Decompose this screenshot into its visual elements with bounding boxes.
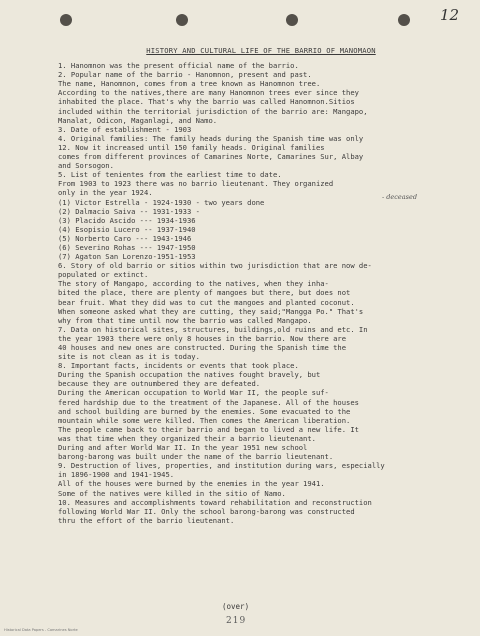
text-line: (7) Agaton San Lorenzo-1951-1953 <box>58 252 196 262</box>
text-line: and Sorsogon. <box>58 161 114 171</box>
text-line: (4) Esopisio Lucero -- 1937-1940 <box>58 224 196 234</box>
text-line: following World War II. Only the school barong-barong was constructed <box>58 506 355 516</box>
text-line: (5) Norberto Caro --- 1943-1946 <box>58 233 192 243</box>
text-line: 8. Important facts, incidents or events that took place. <box>58 361 299 371</box>
document-title: HISTORY AND CULTURAL LIFE OF THE BARRIO OF MANOMAON <box>146 46 376 55</box>
footer-text: Historical Data Papers - Camarines Norte <box>4 628 78 632</box>
text-line: During the Spanish occupation the natives fought bravely, but <box>58 370 321 380</box>
punch-hole <box>176 14 188 26</box>
text-line: only in the year 1924. <box>58 188 153 198</box>
text-line: (1) Victor Estrella - 1924-1930 - two years done <box>58 197 265 207</box>
handwritten-annotation: - deceased <box>382 193 417 201</box>
text-line: why from that time until now the barrio was called Mangapo. <box>58 315 312 325</box>
text-line: comes from different provinces of Camarines Norte, Camarines Sur, Albay <box>58 152 364 162</box>
text-line: 40 houses and new ones are constructed. During the Spanish time the <box>58 343 347 352</box>
text-line: All of the houses were burned by the enemies in the year 1941. <box>58 479 325 489</box>
text-line: (2) Dalmacio Saiva -- 1931-1933 - <box>58 206 200 216</box>
text-line: 9. Destruction of lives, properties, and institution during wars, especially <box>58 461 385 471</box>
text-line: in 1896-1900 and 1941-1945. <box>58 470 175 480</box>
text-line: The story of Mangapo, according to the natives, when they inha- <box>58 279 329 289</box>
text-line: Some of the natives were killed in the sitio of Namo. <box>58 488 286 498</box>
text-line: site is not clean as it is today. <box>58 352 200 362</box>
text-line: 12. Now it increased until 150 family heads. Original families <box>58 142 325 152</box>
page-number: 12 <box>440 6 460 24</box>
text-line: included within the territorial jurisdiction of the barrio are: Mangapo, <box>58 106 368 116</box>
text-line: was that time when they organized their a barrio lieutenant. <box>58 433 316 443</box>
document-body <box>58 46 464 525</box>
text-line: 5. List of tenientes from the earliest time to date. <box>58 170 282 180</box>
text-line: From 1903 to 1923 there was no barrio lieutenant. They organized <box>58 179 334 189</box>
punch-hole <box>60 14 72 26</box>
text-line: 3. Date of establishment - 1903 <box>58 124 192 134</box>
document-lines <box>58 61 464 525</box>
text-line: 4. Original families: The family heads during the Spanish time was only <box>58 133 364 143</box>
text-line: During the American occupation to World War II, the people suf- <box>58 388 329 398</box>
text-line: fered hardship due to the treatment of the Japanese. All of the houses <box>58 397 359 407</box>
text-line: bited the place, there are plenty of mangoes but there, but does not <box>58 288 351 298</box>
over-note: (over) <box>222 602 250 611</box>
text-line: 6. Story of old barrio or sitios within two jurisdiction that are now de- <box>58 261 372 271</box>
text-line: and school building are burned by the enemies. Some evacuated to the <box>58 406 351 416</box>
punch-hole <box>286 14 298 26</box>
text-line: 1. Hanomnon was the present official name of the barrio. <box>58 61 299 71</box>
text-line: thru the effort of the barrio lieutenant. <box>58 515 235 525</box>
text-line: populated or extinct. <box>58 270 149 280</box>
text-line: (3) Placido Ascido --- 1934-1936 <box>58 215 196 225</box>
text-line: 10. Measures and accomplishments toward rehabilitation and reconstruction <box>58 497 372 507</box>
text-line: because they are outnumbered they are defeated. <box>58 379 261 389</box>
text-line: the year 1903 there were only 8 houses in the barrio. Now there are <box>58 333 347 343</box>
text-line: The name, Hanomnon, comes from a tree known as Hanomnon tree. <box>58 79 321 89</box>
punch-hole <box>398 14 410 26</box>
page-stamp: 219 <box>226 616 247 626</box>
text-line: barong-barong was built under the name of the barrio lieutenant. <box>58 452 334 462</box>
text-line: The people came back to their barrio and began to lived a new life. It <box>58 424 359 434</box>
text-line: Manalat, Odicon, Maganlagi, and Namo. <box>58 115 218 125</box>
text-line: inhabited the place. That's why the barrio was called Hanomnon.Sitios <box>58 97 355 107</box>
text-line: When someone asked what they are cutting, they said;"Mangga Po." That's <box>58 306 364 316</box>
text-line: 7. Data on historical sites, structures, buildings,old ruins and etc. In <box>58 324 368 334</box>
text-line: (6) Severino Rohas --- 1947-1950 <box>58 242 196 252</box>
text-line: During and after World War II. In the year 1951 new school <box>58 443 308 453</box>
text-line: According to the natives,there are many Hanomnon trees ever since they <box>58 88 359 98</box>
text-line: mountain while some were killed. Then comes the American liberation. <box>58 415 351 425</box>
text-line: bear fruit. What they did was to cut the mangoes and planted coconut. <box>58 297 355 307</box>
text-line: 2. Popular name of the barrio - Hanomnon, present and past. <box>58 70 312 80</box>
